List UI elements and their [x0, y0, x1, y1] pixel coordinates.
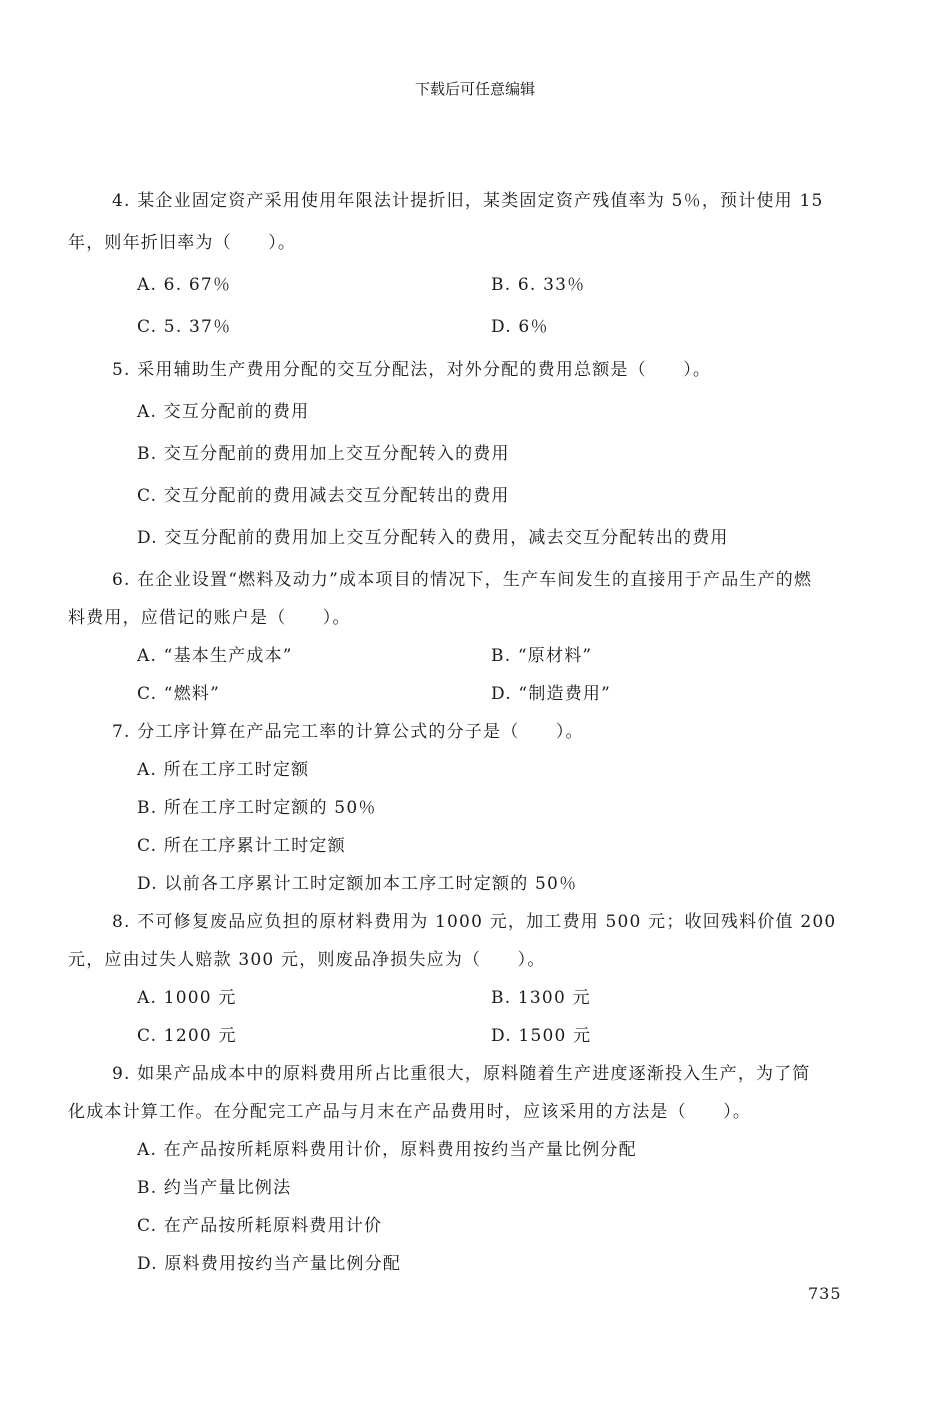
option-b: B. 交互分配前的费用加上交互分配转入的费用: [137, 444, 510, 464]
option-b: B. 6. 33％: [491, 275, 586, 295]
page-number: 735: [808, 1284, 842, 1303]
option-d: D. 6％: [491, 317, 549, 337]
option-a: A. 1000 元: [137, 988, 237, 1008]
option-d: D. 原料费用按约当产量比例分配: [137, 1254, 402, 1274]
question-stem-line: 8. 不可修复废品应负担的原材料费用为 1000 元，加工费用 500 元；收回残料价值 200: [112, 912, 837, 932]
question-stem-line: 年，则年折旧率为（ ）。: [68, 233, 297, 253]
option-c: C. “燃料”: [137, 684, 220, 704]
question-stem-line: 料费用，应借记的账户是（ ）。: [68, 608, 351, 628]
option-a: A. 在产品按所耗原料费用计价，原料费用按约当产量比例分配: [137, 1140, 637, 1160]
question-stem-line: 7. 分工序计算在产品完工率的计算公式的分子是（ ）。: [112, 722, 584, 742]
question-stem-line: 化成本计算工作。在分配完工产品与月末在产品费用时，应该采用的方法是（ ）。: [68, 1102, 752, 1122]
option-a: A. “基本生产成本”: [137, 646, 293, 666]
option-c: C. 在产品按所耗原料费用计价: [137, 1216, 383, 1236]
page-header: 下载后可任意编辑: [414, 80, 535, 98]
option-a: A. 所在工序工时定额: [137, 760, 310, 780]
option-c: C. 交互分配前的费用减去交互分配转出的费用: [137, 486, 510, 506]
option-a: A. 6. 67％: [137, 275, 232, 295]
option-d: D. “制造费用”: [491, 684, 612, 704]
question-stem-line: 9. 如果产品成本中的原料费用所占比重很大，原料随着生产进度逐渐投入生产，为了简: [112, 1064, 811, 1084]
option-a: A. 交互分配前的费用: [137, 402, 310, 422]
option-b: B. “原材料”: [491, 646, 593, 666]
option-c: C. 1200 元: [137, 1026, 237, 1046]
option-d: D. 以前各工序累计工时定额加本工序工时定额的 50％: [137, 874, 578, 894]
question-stem-line: 元，应由过失人赔款 300 元，则废品净损失应为（ ）。: [68, 950, 546, 970]
option-d: D. 交互分配前的费用加上交互分配转入的费用，减去交互分配转出的费用: [137, 528, 729, 548]
option-b: B. 约当产量比例法: [137, 1178, 292, 1198]
question-stem-line: 4. 某企业固定资产采用使用年限法计提折旧，某类固定资产残值率为 5％，预计使用 15: [112, 191, 824, 211]
option-b: B. 1300 元: [491, 988, 591, 1008]
option-b: B. 所在工序工时定额的 50％: [137, 798, 377, 818]
question-stem-line: 5. 采用辅助生产费用分配的交互分配法，对外分配的费用总额是（ ）。: [112, 360, 712, 380]
option-d: D. 1500 元: [491, 1026, 592, 1046]
option-c: C. 所在工序累计工时定额: [137, 836, 346, 856]
question-stem-line: 6. 在企业设置“燃料及动力”成本项目的情况下，生产车间发生的直接用于产品生产的燃: [112, 570, 813, 590]
option-c: C. 5. 37％: [137, 317, 232, 337]
